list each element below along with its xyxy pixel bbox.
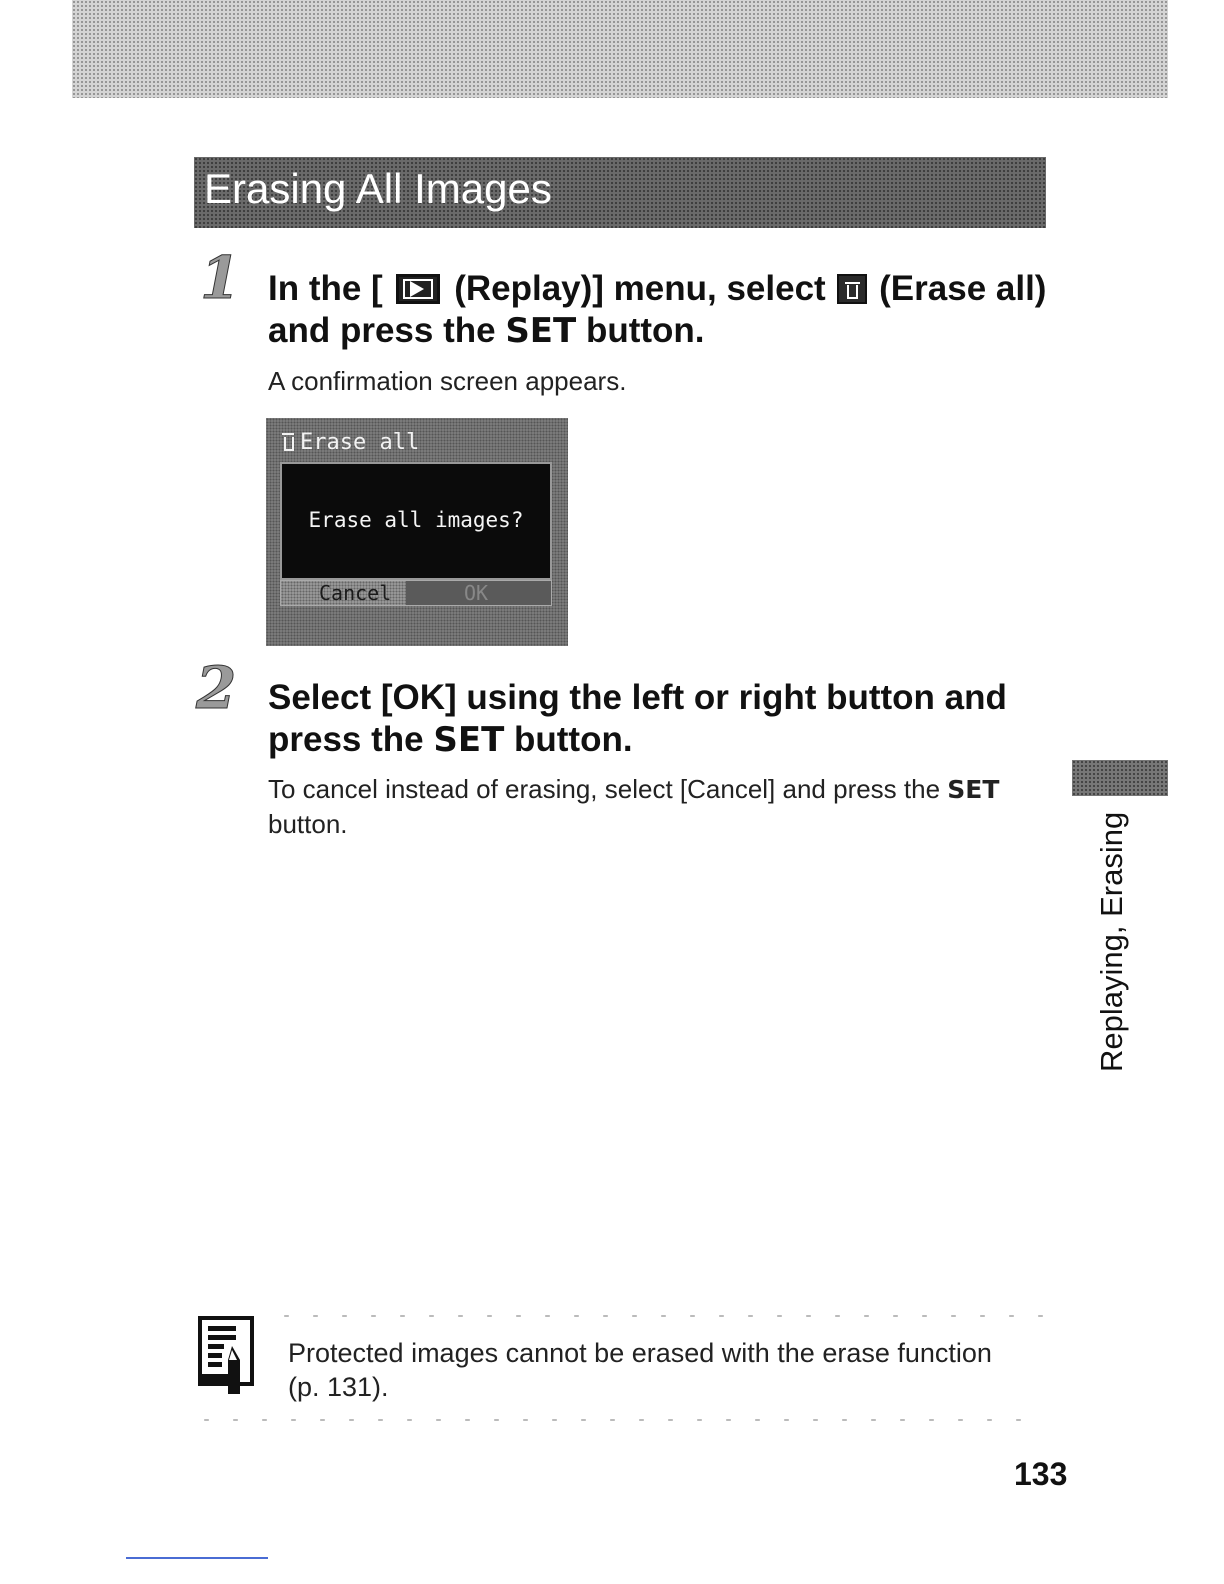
step-2-heading-text-b: button. <box>514 720 633 759</box>
footer-line <box>126 1557 268 1559</box>
step-2-heading <box>268 677 1068 761</box>
step-1-heading <box>268 268 1068 352</box>
step-1-heading-text-b: (Replay)] menu, select <box>454 269 826 308</box>
note-divider-top <box>272 1313 1044 1319</box>
step-1-heading-text-d: button. <box>585 311 705 350</box>
lcd-message: Erase all images? <box>308 508 524 532</box>
set-button-label-3: SET <box>947 775 1000 804</box>
step-1-heading-text-c: (Erase all) and press the <box>268 269 1047 350</box>
step-2-heading-text-a: Select [OK] using the left or right button and press the <box>268 678 1007 759</box>
section-title: Erasing All Images <box>204 165 552 212</box>
lcd-title <box>280 430 419 455</box>
lcd-button-bar <box>280 580 552 606</box>
note-icon <box>198 1316 258 1396</box>
page-number: 133 <box>1014 1456 1068 1492</box>
section-header <box>194 157 1046 228</box>
step-1-heading-text-a: In the [ <box>268 269 383 308</box>
set-button-label-2: SET <box>433 720 505 760</box>
top-decorative-band <box>72 0 1168 98</box>
step-2-description-text-a: To cancel instead of erasing, select [Cancel] and press the <box>268 774 941 804</box>
erase-all-icon <box>837 274 867 304</box>
lcd-title-text: Erase all <box>300 430 420 455</box>
side-tab-marker <box>1072 760 1168 796</box>
lcd-cancel-button[interactable]: Cancel <box>281 581 406 605</box>
lcd-ok-button[interactable]: OK <box>406 581 551 605</box>
lcd-dialog <box>280 462 552 580</box>
step-1-number: 1 <box>200 244 241 312</box>
side-tab-label: Replaying, Erasing <box>1094 811 1129 1072</box>
note-text: Protected images cannot be erased with the erase function (p. 131). <box>288 1338 992 1402</box>
set-button-label: SET <box>505 311 577 351</box>
lcd-erase-icon <box>280 433 296 451</box>
step-2-description <box>268 772 1048 842</box>
note-divider-bottom <box>192 1417 1044 1423</box>
replay-icon <box>396 274 440 304</box>
step-1-description: A confirmation screen appears. <box>268 366 627 396</box>
lcd-screenshot <box>266 418 568 646</box>
step-2-number: 2 <box>196 654 237 722</box>
step-2-description-text-b: button. <box>268 809 348 839</box>
